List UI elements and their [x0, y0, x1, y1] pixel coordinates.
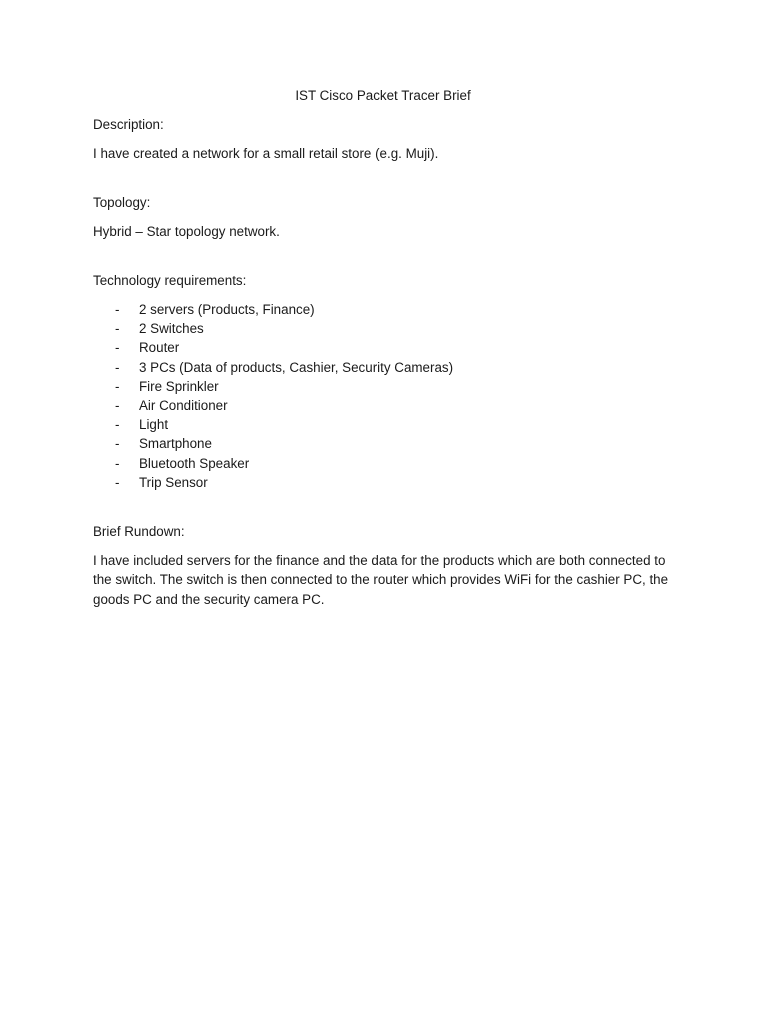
- description-text: I have created a network for a small retail store (e.g. Muji).: [93, 146, 439, 161]
- spacer: [93, 242, 683, 271]
- list-item: [93, 358, 683, 377]
- description-label: Description:: [93, 117, 164, 132]
- list-item-text: Bluetooth Speaker: [139, 455, 250, 471]
- topology-label: Topology:: [93, 195, 151, 210]
- list-item-text: Light: [139, 417, 169, 433]
- list-item-text: 3 PCs (Data of products, Cashier, Security Cameras): [139, 359, 454, 375]
- list-dash: -: [115, 340, 120, 356]
- document-title: IST Cisco Packet Tracer Brief: [295, 88, 471, 103]
- spacer: [93, 164, 683, 193]
- list-dash: -: [115, 397, 120, 413]
- list-item-text: Air Conditioner: [139, 397, 228, 413]
- technology-requirements-label: Technology requirements:: [93, 273, 247, 288]
- list-item-text: Smartphone: [139, 436, 212, 452]
- list-item-text: Fire Sprinkler: [139, 378, 219, 394]
- list-dash: -: [115, 474, 120, 490]
- list-item-text: Trip Sensor: [139, 474, 208, 490]
- topology-text: Hybrid – Star topology network.: [93, 224, 280, 239]
- list-item-text: Router: [139, 340, 180, 356]
- list-dash: -: [115, 436, 120, 452]
- list-item: [93, 434, 683, 453]
- list-item: [93, 319, 683, 338]
- brief-rundown-text: I have included servers for the finance and the data for the products which are both connected to the switch. The switch is then connected to the router which provides WiFi for the cashier PC, the goods PC and the security camera PC.: [93, 552, 669, 607]
- document-content: [93, 86, 683, 609]
- technology-requirements-list: [93, 300, 683, 492]
- list-dash: -: [115, 302, 120, 317]
- list-dash: -: [115, 378, 120, 394]
- list-item: [93, 396, 683, 415]
- brief-rundown-label: Brief Rundown:: [93, 523, 185, 539]
- list-item: [93, 473, 683, 492]
- list-item: [93, 454, 683, 473]
- list-item: [93, 377, 683, 396]
- list-item: [93, 338, 683, 357]
- list-dash: -: [115, 455, 120, 471]
- list-dash: -: [115, 359, 120, 375]
- list-item-text: 2 Switches: [139, 321, 204, 337]
- list-item: [93, 415, 683, 434]
- spacer: [93, 492, 683, 522]
- list-dash: -: [115, 321, 120, 337]
- list-dash: -: [115, 417, 120, 433]
- list-item: [93, 300, 683, 319]
- list-item-text: 2 servers (Products, Finance): [139, 302, 315, 317]
